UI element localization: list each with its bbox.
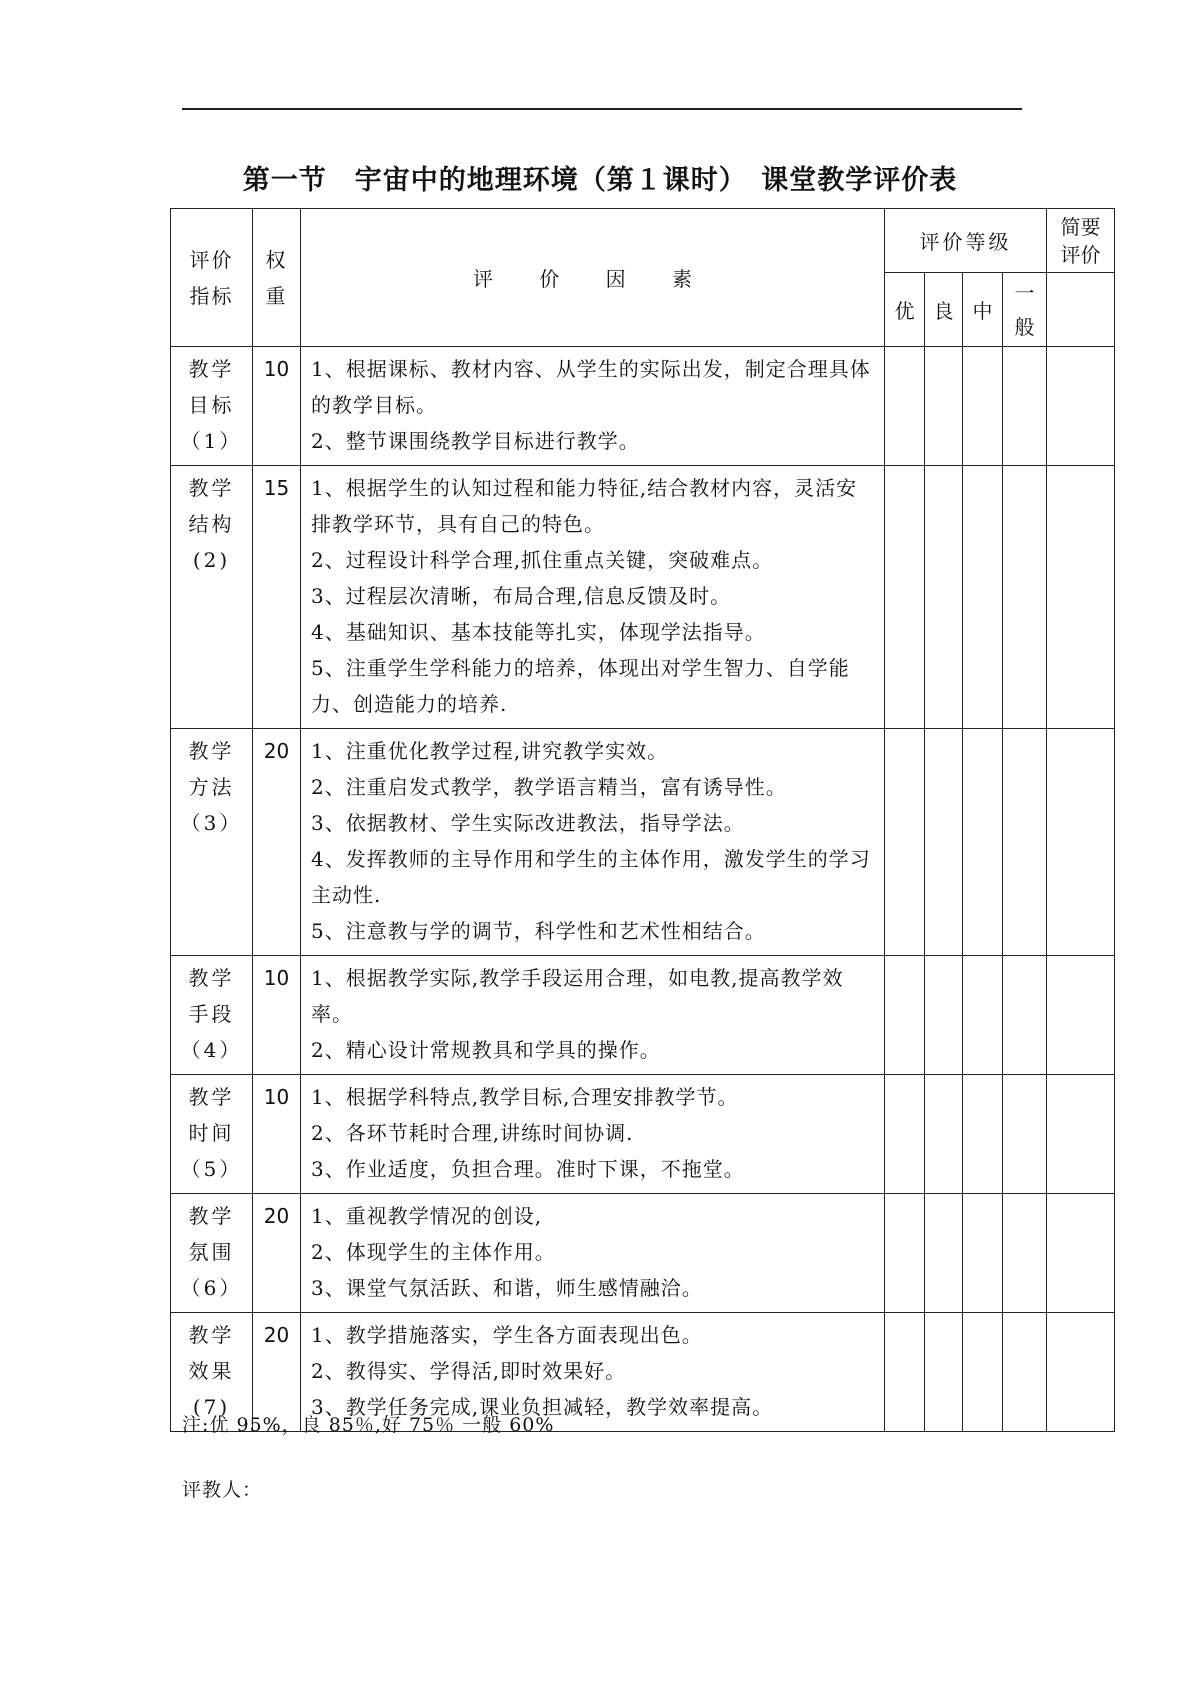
factor-item: 1、根据课标、教材内容、从学生的实际出发，制定合理具体的教学目标。 [311,357,871,417]
row-indicator-line: 教学 [188,476,235,500]
header-weight [253,209,301,347]
grade-cell[interactable] [1003,347,1047,466]
row-indicator-line: 教学 [188,357,235,381]
brief-cell[interactable] [1047,347,1115,466]
factor-item: 1、根据教学实际,教学手段运用合理，如电教,提高教学效率。 [311,966,844,1026]
grade-cell[interactable] [963,956,1003,1075]
row-indicator-line: 教学 [188,1323,235,1347]
grade-cell[interactable] [925,956,963,1075]
header-brief-line-2: 评价 [1060,242,1101,267]
row-factors [301,729,885,956]
grade-cell[interactable] [963,466,1003,729]
factor-item: 4、基础知识、基本技能等扎实，体现学法指导。 [311,620,766,644]
row-indicator-line: 手段 [188,1002,235,1026]
grade-cell[interactable] [885,466,925,729]
grade-cell[interactable] [885,1075,925,1194]
row-indicator-line: 时间 [188,1121,235,1145]
factor-item: 5、注意教与学的调节，科学性和艺术性相结合。 [311,919,766,943]
row-weight: 10 [253,1075,301,1194]
grade-cell[interactable] [963,1194,1003,1313]
grade-cell[interactable] [1003,956,1047,1075]
factor-item: 1、重视教学情况的创设, [311,1204,543,1228]
header-brief-line-1: 简要 [1060,214,1101,239]
row-indicator-line: （5） [180,1157,243,1181]
row-indicator [171,466,253,729]
row-factors [301,1075,885,1194]
grade-general [1003,273,1047,347]
row-indicator [171,729,253,956]
grade-cell[interactable] [1003,1313,1047,1432]
table-row [171,466,1115,729]
row-factors [301,956,885,1075]
header-grade-title: 评价等级 [885,209,1047,273]
row-indicator [171,1075,253,1194]
brief-cell[interactable] [1047,1313,1115,1432]
factor-item: 1、根据学生的认知过程和能力特征,结合教材内容，灵活安排教学环节，具有自己的特色。 [311,476,858,536]
row-indicator-line: （3） [180,811,243,835]
grade-cell[interactable] [1003,1194,1047,1313]
row-indicator-line: 效果 [188,1359,235,1383]
grade-cell[interactable] [925,466,963,729]
table-row [171,1194,1115,1313]
row-factors [301,1194,885,1313]
header-factors: 评 价 因 素 [301,209,885,347]
row-weight: 20 [253,1313,301,1432]
grade-cell[interactable] [925,347,963,466]
grade-note: 注:优 95%，良 85％,好 75％ 一般 60% [182,1414,555,1436]
header-indicator [171,209,253,347]
header-weight-line-1: 权 [265,247,288,272]
grade-cell[interactable] [925,1075,963,1194]
factor-item: 2、注重启发式教学，教学语言精当，富有诱导性。 [311,775,787,799]
table-row [171,956,1115,1075]
grade-cell[interactable] [885,956,925,1075]
header-brief [1047,209,1115,273]
factor-item: 1、教学措施落实，学生各方面表现出色。 [311,1323,703,1347]
factor-item: 3、依据教材、学生实际改进教法，指导学法。 [311,811,745,835]
row-indicator-line: 结构 [188,512,235,536]
factor-item: 3、课堂气氛活跃、和谐，师生感情融洽。 [311,1276,703,1300]
row-indicator [171,1194,253,1313]
table-row [171,1075,1115,1194]
row-indicator-line: 方法 [188,775,235,799]
row-weight: 20 [253,1194,301,1313]
factor-item: 2、教得实、学得活,即时效果好。 [311,1359,627,1383]
brief-cell[interactable] [1047,1194,1115,1313]
row-indicator-line: （4） [180,1038,243,1062]
grade-cell[interactable] [963,729,1003,956]
factor-item: 2、体现学生的主体作用。 [311,1240,556,1264]
grade-cell[interactable] [925,1194,963,1313]
header-weight-line-2: 重 [265,283,288,308]
table-row [171,347,1115,466]
grade-cell[interactable] [963,1313,1003,1432]
reviewer-label: 评教人： [182,1479,263,1501]
grade-cell[interactable] [1003,466,1047,729]
factor-item: 3、教学任务完成,课业负担减轻，教学效率提高。 [311,1395,774,1419]
row-weight: 10 [253,347,301,466]
factor-item: 1、注重优化教学过程,讲究教学实效。 [311,739,669,763]
row-indicator-line: 教学 [188,739,235,763]
grade-cell[interactable] [885,1313,925,1432]
grade-cell[interactable] [963,1075,1003,1194]
row-indicator [171,347,253,466]
factor-item: 5、注重学生学科能力的培养，体现出对学生智力、自学能力、创造能力的培养. [311,656,850,716]
row-indicator-line: (7) [192,1395,231,1419]
row-indicator-line: 教学 [188,1204,235,1228]
factor-item: 3、过程层次清晰，布局合理,信息反馈及时。 [311,584,732,608]
page-title: 第一节 宇宙中的地理环境（第１课时） 课堂教学评价表 [242,165,958,196]
factor-item: 1、根据学科特点,教学目标,合理安排教学节。 [311,1085,739,1109]
factor-item: 2、过程设计科学合理,抓住重点关键，突破难点。 [311,548,774,572]
brief-cell[interactable] [1047,729,1115,956]
brief-cell[interactable] [1047,466,1115,729]
evaluation-table [170,208,1115,1432]
grade-general-line-2: 般 [1014,314,1035,339]
brief-cell[interactable] [1047,1075,1115,1194]
row-indicator [171,956,253,1075]
grade-cell[interactable] [885,729,925,956]
brief-blank [1047,273,1115,347]
grade-cell[interactable] [1003,1075,1047,1194]
row-indicator-line: 氛围 [188,1240,235,1264]
factor-item: 2、整节课围绕教学目标进行教学。 [311,429,640,453]
grade-good: 良 [925,273,963,347]
grade-cell[interactable] [885,1194,925,1313]
table-row [171,729,1115,956]
factor-item: 4、发挥教师的主导作用和学生的主体作用，激发学生的学习主动性. [311,847,871,907]
header-indicator-line-1: 评价 [189,247,234,272]
grade-cell[interactable] [925,1313,963,1432]
row-weight: 20 [253,729,301,956]
grade-cell[interactable] [1003,729,1047,956]
row-weight: 10 [253,956,301,1075]
factor-item: 2、精心设计常规教具和学具的操作。 [311,1038,661,1062]
row-indicator-line: 教学 [188,966,235,990]
brief-cell[interactable] [1047,956,1115,1075]
grade-excellent: 优 [885,273,925,347]
factor-item: 3、作业适度，负担合理。准时下课，不拖堂。 [311,1157,745,1181]
row-factors [301,466,885,729]
row-indicator-line: (2) [192,548,231,572]
row-indicator-line: （1） [180,429,243,453]
grade-cell[interactable] [885,347,925,466]
factor-item: 2、各环节耗时合理,讲练时间协调. [311,1121,634,1145]
row-factors [301,347,885,466]
row-indicator-line: 目标 [188,393,235,417]
row-weight: 15 [253,466,301,729]
top-rule [182,108,1022,110]
grade-cell[interactable] [925,729,963,956]
grade-medium: 中 [963,273,1003,347]
row-indicator-line: （6） [180,1276,243,1300]
grade-general-line-1: 一 [1014,280,1035,305]
row-indicator-line: 教学 [188,1085,235,1109]
header-indicator-line-2: 指标 [189,283,234,308]
grade-cell[interactable] [963,347,1003,466]
